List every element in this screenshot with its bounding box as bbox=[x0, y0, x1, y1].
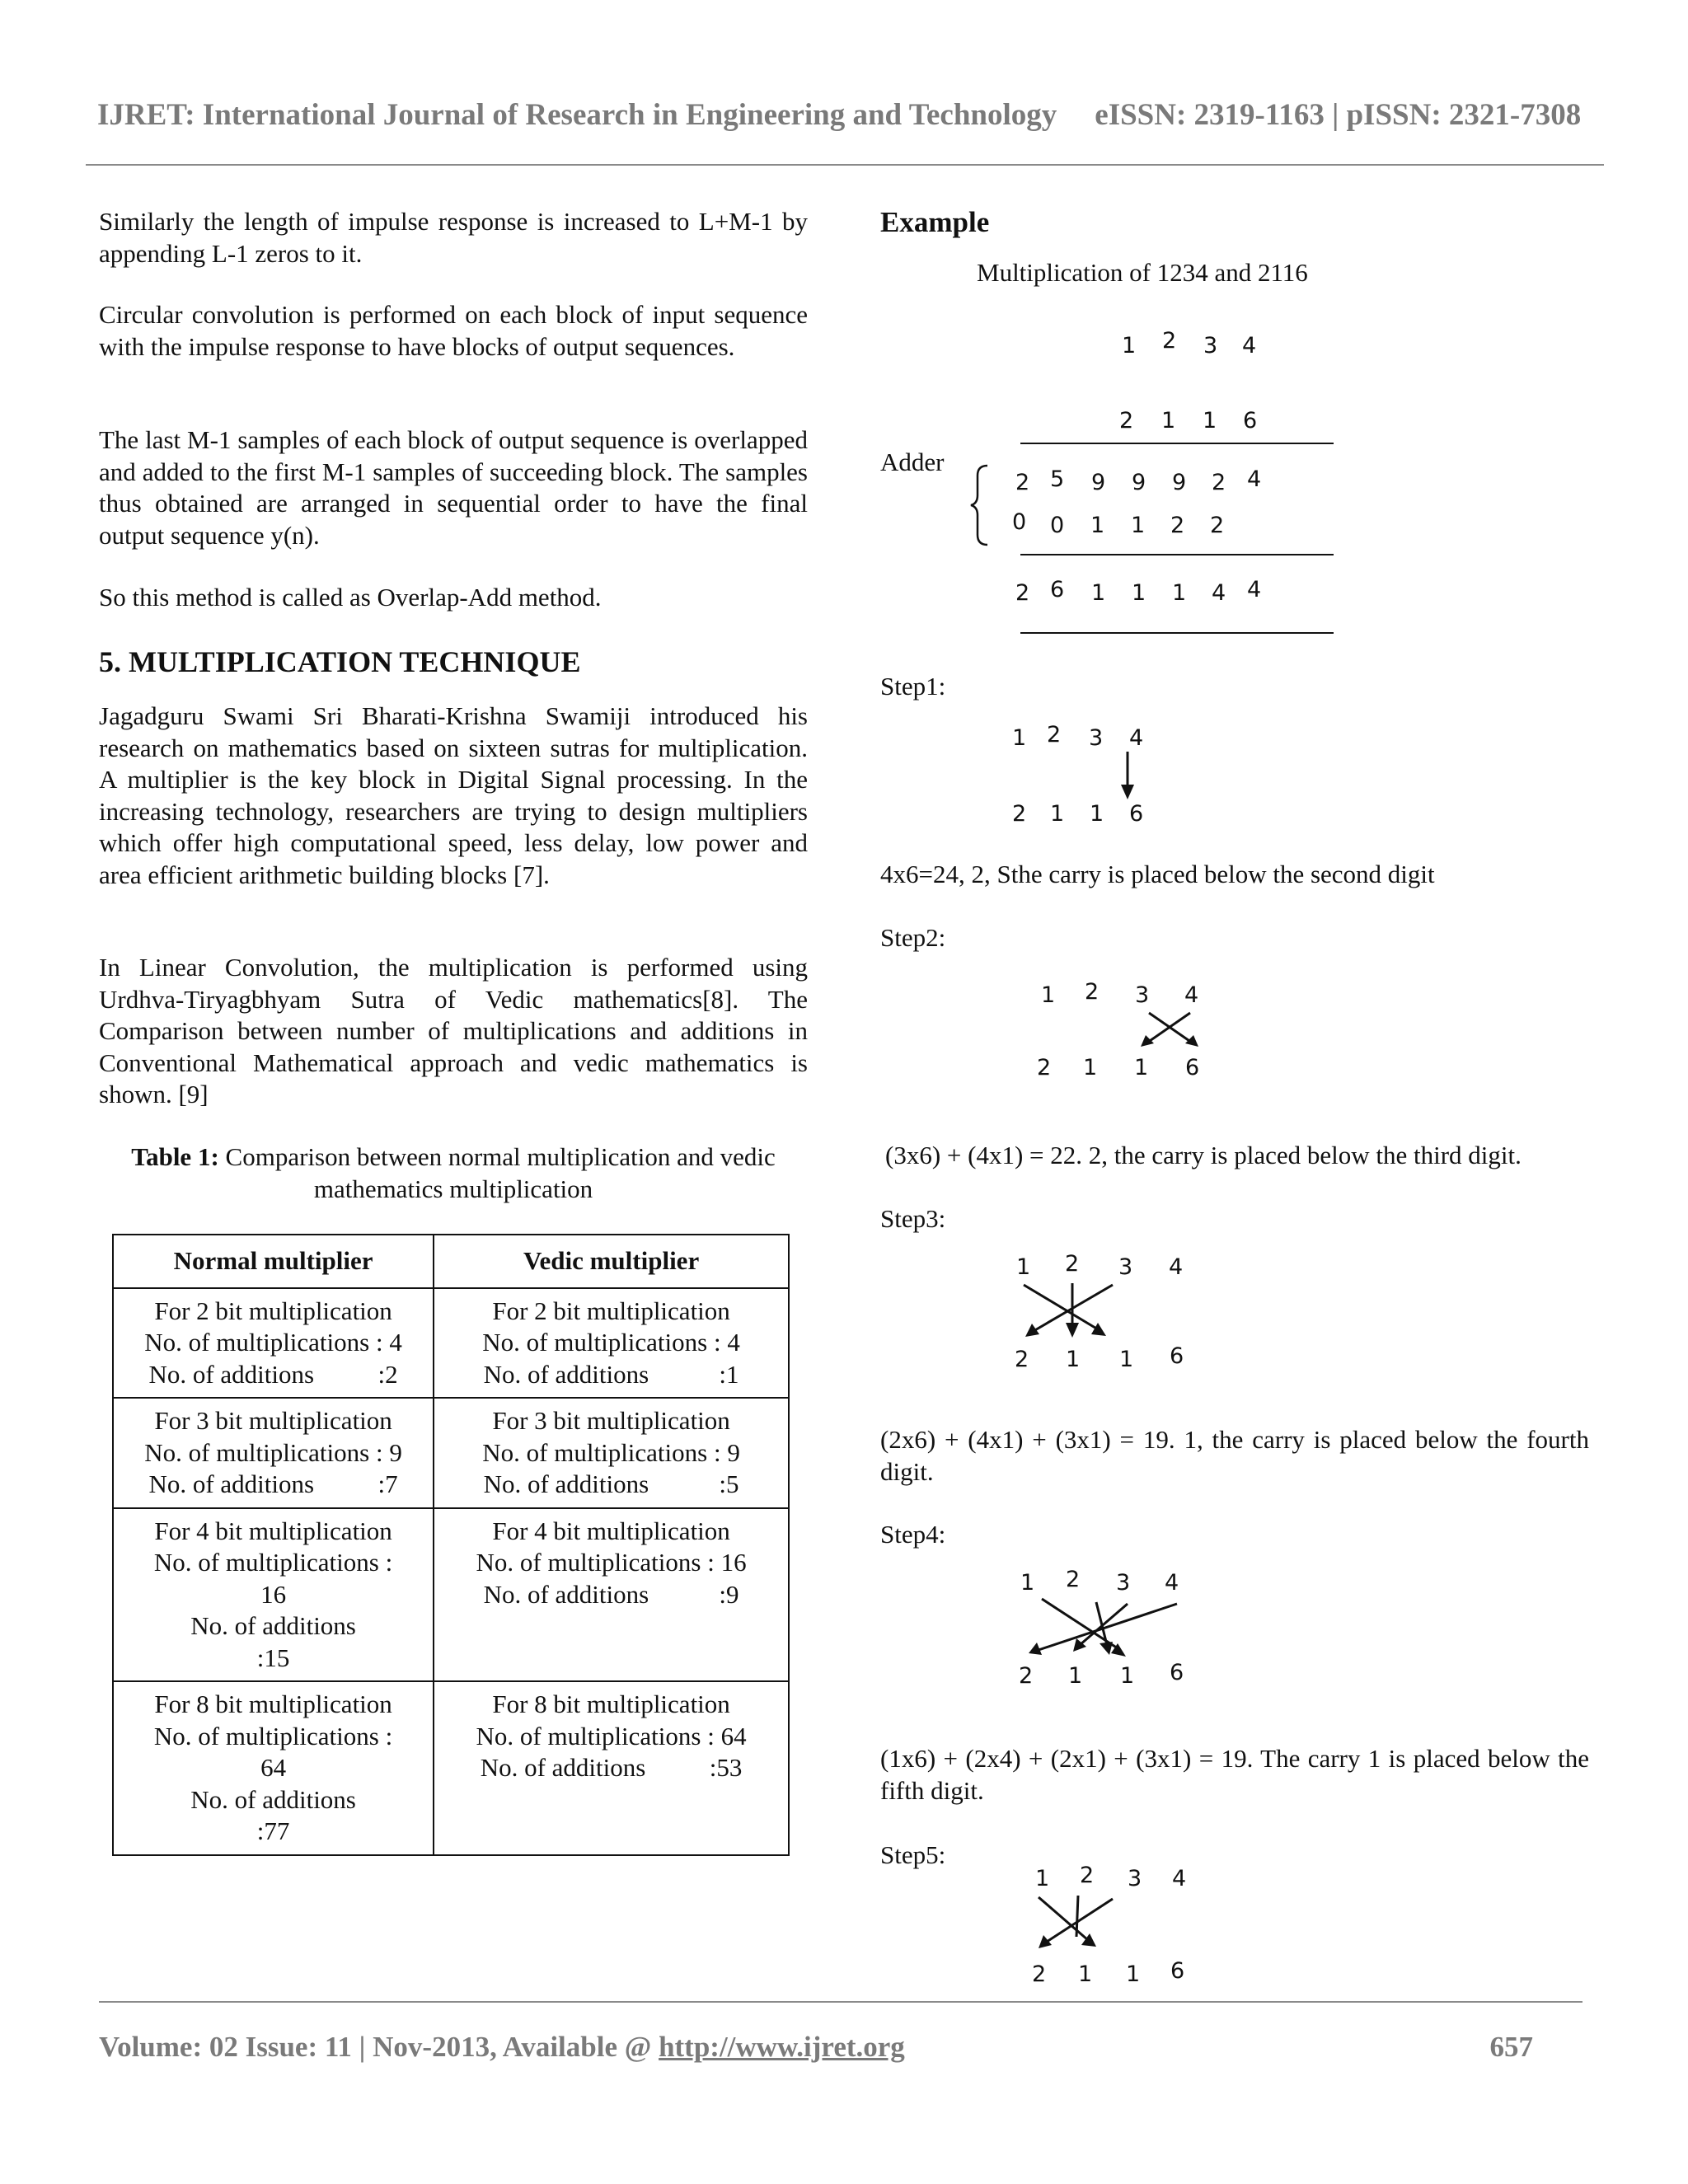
digit: 4 bbox=[1172, 1866, 1187, 1891]
digit: 1 bbox=[1090, 513, 1105, 538]
paragraph-linear-convolution: In Linear Convolution, the multiplication is performed using Urdhva-Tiryagbhyam Sutra of Vedic mathematics[8]. The Comparison between number of multiplications and additions in Conventional Mathematical approach and vedic mathematics is shown. [9] bbox=[99, 953, 808, 1108]
digit: 2 bbox=[1080, 1863, 1095, 1888]
digit: 3 bbox=[1118, 1254, 1133, 1280]
table-cell-normal bbox=[113, 1681, 434, 1855]
paragraph-impulse: Similarly the length of impulse response is increased to L+M-1 by appending L-1 zeros to it. bbox=[99, 207, 808, 268]
table-caption-text: Comparison between normal multiplication and vedic mathematics multiplication bbox=[225, 1142, 776, 1203]
digit: 1 bbox=[1091, 580, 1106, 606]
cell-line: No. of multiplications : bbox=[153, 1548, 393, 1577]
cell-line: No. of multiplications : bbox=[153, 1721, 393, 1750]
table-header-row bbox=[113, 1235, 789, 1288]
paragraph-swamiji: Jagadguru Swami Sri Bharati-Krishna Swamiji introduced his research on mathematics based on sixteen sutras for multiplication. A multiplier is the key block in Digital Signal processing. In the increasing technology, researchers are trying to design multipliers which offer high computational speed, less delay, low power and area efficient arithmetic building blocks [7]. bbox=[99, 701, 808, 889]
table-header-vedic: Vedic multiplier bbox=[434, 1235, 789, 1288]
footer-volume: Volume: 02 Issue: 11 | Nov-2013, Available @ bbox=[99, 2031, 659, 2063]
digit: 2 bbox=[1015, 470, 1030, 495]
step2-text: (3x6) + (4x1) = 22. 2, the carry is placed below the third digit. bbox=[885, 1141, 1522, 1169]
cross-arrows-5-icon bbox=[1037, 1894, 1119, 1952]
table-caption bbox=[99, 1141, 808, 1205]
cross-arrows-4-icon bbox=[1020, 1597, 1185, 1661]
digit: 6 bbox=[1170, 1958, 1185, 1984]
digit: 2 bbox=[1085, 979, 1100, 1005]
journal-title: IJRET: International Journal of Research in Engineering and Technology bbox=[97, 98, 1057, 132]
digit: 3 bbox=[1135, 982, 1150, 1008]
table-cell-vedic bbox=[434, 1398, 789, 1508]
table-header-normal: Normal multiplier bbox=[113, 1235, 434, 1288]
step4-text: (1x6) + (2x4) + (2x1) + (3x1) = 19. The carry 1 is placed below the fifth digit. bbox=[880, 1744, 1589, 1805]
digit: 1 bbox=[1020, 1570, 1035, 1596]
digit: 4 bbox=[1212, 580, 1226, 606]
footer-link[interactable]: http://www.ijret.org bbox=[659, 2031, 905, 2063]
example-title: Example bbox=[880, 206, 990, 238]
digit: 6 bbox=[1129, 801, 1144, 827]
adder-rule bbox=[1020, 554, 1334, 555]
digit: 6 bbox=[1243, 408, 1258, 434]
digit: 2 bbox=[1065, 1251, 1080, 1277]
digit: 2 bbox=[1037, 1055, 1052, 1080]
multiply-rule bbox=[1020, 443, 1334, 444]
table-cell-vedic bbox=[434, 1288, 789, 1399]
step1-label: Step1: bbox=[880, 672, 946, 701]
digit: 1 bbox=[1066, 1347, 1081, 1372]
digit: 2 bbox=[1012, 801, 1027, 827]
table-cell-normal bbox=[113, 1508, 434, 1682]
step1-text: 4x6=24, 2, Sthe carry is placed below the second digit bbox=[880, 860, 1435, 888]
digit: 2 bbox=[1212, 470, 1226, 495]
digit: 2 bbox=[1210, 513, 1225, 538]
cross-arrows-icon bbox=[1141, 1010, 1200, 1047]
cell-line: For 3 bit multiplication bbox=[154, 1406, 392, 1435]
digit: 4 bbox=[1247, 466, 1262, 492]
digit: 9 bbox=[1091, 470, 1106, 495]
right-column bbox=[880, 0, 1589, 2184]
digit: 9 bbox=[1172, 470, 1187, 495]
table-row bbox=[113, 1681, 789, 1855]
cell-line: No. of additions :53 bbox=[480, 1753, 743, 1782]
digit: 4 bbox=[1247, 577, 1262, 602]
cell-line: 16 bbox=[260, 1579, 287, 1609]
page-number: 657 bbox=[1489, 2031, 1533, 2063]
digit: 0 bbox=[1012, 509, 1027, 535]
step2-label: Step2: bbox=[880, 923, 946, 952]
digit: 1 bbox=[1119, 1347, 1134, 1372]
digit: 1 bbox=[1090, 801, 1104, 827]
digit: 1 bbox=[1126, 1961, 1141, 1987]
cell-line: No. of additions :1 bbox=[483, 1359, 739, 1389]
cell-line: No. of additions :5 bbox=[483, 1469, 739, 1498]
cell-line: 64 bbox=[260, 1753, 287, 1782]
digit: 2 bbox=[1162, 328, 1177, 354]
cross-arrows-3-icon bbox=[1020, 1282, 1119, 1341]
cell-line: No. of additions :7 bbox=[148, 1469, 398, 1498]
cell-line: :77 bbox=[256, 1816, 290, 1845]
digit: 1 bbox=[1035, 1866, 1050, 1891]
digit: 6 bbox=[1185, 1055, 1200, 1080]
step3-label: Step3: bbox=[880, 1204, 946, 1233]
cell-line: No. of additions :9 bbox=[483, 1579, 739, 1609]
digit: 9 bbox=[1132, 470, 1146, 495]
digit: 1 bbox=[1068, 1663, 1083, 1689]
digit: 2 bbox=[1015, 580, 1030, 606]
table-row bbox=[113, 1288, 789, 1399]
digit: 2 bbox=[1066, 1567, 1081, 1592]
digit: 1 bbox=[1161, 408, 1176, 434]
cell-line: No. of additions bbox=[190, 1611, 356, 1640]
page-footer bbox=[99, 2031, 1533, 2064]
paragraph-circular: Circular convolution is performed on each block of input sequence with the impulse response to have blocks of output sequences. bbox=[99, 300, 808, 361]
cell-line: No. of multiplications : 64 bbox=[476, 1721, 747, 1750]
table-caption-label: Table 1: bbox=[131, 1142, 219, 1171]
digit: 2 bbox=[1015, 1347, 1029, 1372]
digit: 2 bbox=[1119, 408, 1134, 434]
cell-line: No. of multiplications : 4 bbox=[144, 1328, 402, 1357]
cell-line: No. of additions bbox=[190, 1784, 356, 1814]
digit: 3 bbox=[1128, 1866, 1142, 1891]
table-cell-vedic bbox=[434, 1681, 789, 1855]
table-cell-normal bbox=[113, 1288, 434, 1399]
cell-line: No. of multiplications : 9 bbox=[144, 1437, 402, 1467]
digit: 1 bbox=[1122, 333, 1137, 359]
digit: 1 bbox=[1203, 408, 1217, 434]
step3-text: (2x6) + (4x1) + (3x1) = 19. 1, the carry is placed below the fourth digit. bbox=[880, 1425, 1589, 1486]
digit: 2 bbox=[1047, 722, 1062, 748]
digit: 1 bbox=[1131, 513, 1146, 538]
table-cell-vedic bbox=[434, 1508, 789, 1682]
digit: 2 bbox=[1170, 513, 1185, 538]
digit: 2 bbox=[1019, 1663, 1034, 1689]
cell-line: No. of multiplications : 4 bbox=[482, 1328, 740, 1357]
digit: 1 bbox=[1120, 1663, 1135, 1689]
digit: 4 bbox=[1184, 982, 1199, 1008]
cell-line: For 8 bit multiplication bbox=[492, 1690, 730, 1718]
digit: 2 bbox=[1032, 1961, 1047, 1987]
footer-rule bbox=[99, 2001, 1582, 2003]
table-row bbox=[113, 1508, 789, 1682]
digit: 4 bbox=[1129, 725, 1144, 751]
paragraph-overlap: The last M-1 samples of each block of output sequence is overlapped and added to the first M-1 samples of succeeding block. The samples thus obtained are arranged in sequential order to have the final output sequence y(n). bbox=[99, 425, 808, 550]
digit: 6 bbox=[1170, 1660, 1184, 1685]
step4-label: Step4: bbox=[880, 1520, 946, 1549]
digit: 1 bbox=[1050, 801, 1065, 827]
cell-line: For 4 bit multiplication bbox=[154, 1516, 392, 1545]
digit: 3 bbox=[1203, 333, 1218, 359]
digit: 1 bbox=[1041, 982, 1056, 1008]
arrow-down-icon bbox=[1119, 752, 1136, 799]
step5-label: Step5: bbox=[880, 1840, 946, 1869]
digit: 6 bbox=[1170, 1343, 1184, 1369]
digit: 1 bbox=[1132, 580, 1146, 606]
cell-line: For 8 bit multiplication bbox=[154, 1690, 392, 1718]
digit: 4 bbox=[1242, 333, 1257, 359]
cell-line: No. of multiplications : 16 bbox=[476, 1548, 747, 1577]
section-title: 5. MULTIPLICATION TECHNIQUE bbox=[99, 645, 581, 678]
table-cell-normal bbox=[113, 1398, 434, 1508]
cell-line: For 2 bit multiplication bbox=[492, 1296, 730, 1325]
brace-icon bbox=[969, 464, 991, 546]
digit: 1 bbox=[1016, 1254, 1031, 1280]
result-rule bbox=[1020, 632, 1334, 634]
cell-line: No. of multiplications : 9 bbox=[482, 1437, 740, 1467]
cell-line: No. of additions :2 bbox=[148, 1359, 398, 1389]
paragraph-method: So this method is called as Overlap-Add method. bbox=[99, 583, 602, 612]
adder-label: Adder bbox=[880, 448, 945, 476]
digit: 1 bbox=[1083, 1055, 1098, 1080]
digit: 4 bbox=[1169, 1254, 1184, 1280]
digit: 6 bbox=[1050, 577, 1065, 602]
digit: 0 bbox=[1050, 513, 1065, 538]
table-row bbox=[113, 1398, 789, 1508]
cell-line: For 2 bit multiplication bbox=[154, 1296, 392, 1325]
digit: 1 bbox=[1172, 580, 1187, 606]
digit: 3 bbox=[1089, 725, 1104, 751]
example-subtitle: Multiplication of 1234 and 2116 bbox=[977, 258, 1308, 287]
digit: 4 bbox=[1165, 1570, 1179, 1596]
digit: 1 bbox=[1078, 1961, 1093, 1987]
digit: 1 bbox=[1134, 1055, 1149, 1080]
digit: 1 bbox=[1012, 725, 1027, 751]
cell-line: :15 bbox=[256, 1643, 290, 1672]
cell-line: For 4 bit multiplication bbox=[492, 1516, 730, 1545]
comparison-table bbox=[112, 1234, 790, 1856]
journal-issn: eISSN: 2319-1163 | pISSN: 2321-7308 bbox=[1095, 98, 1582, 132]
digit: 5 bbox=[1050, 466, 1065, 492]
digit: 3 bbox=[1116, 1570, 1131, 1596]
cell-line: For 3 bit multiplication bbox=[492, 1406, 730, 1435]
